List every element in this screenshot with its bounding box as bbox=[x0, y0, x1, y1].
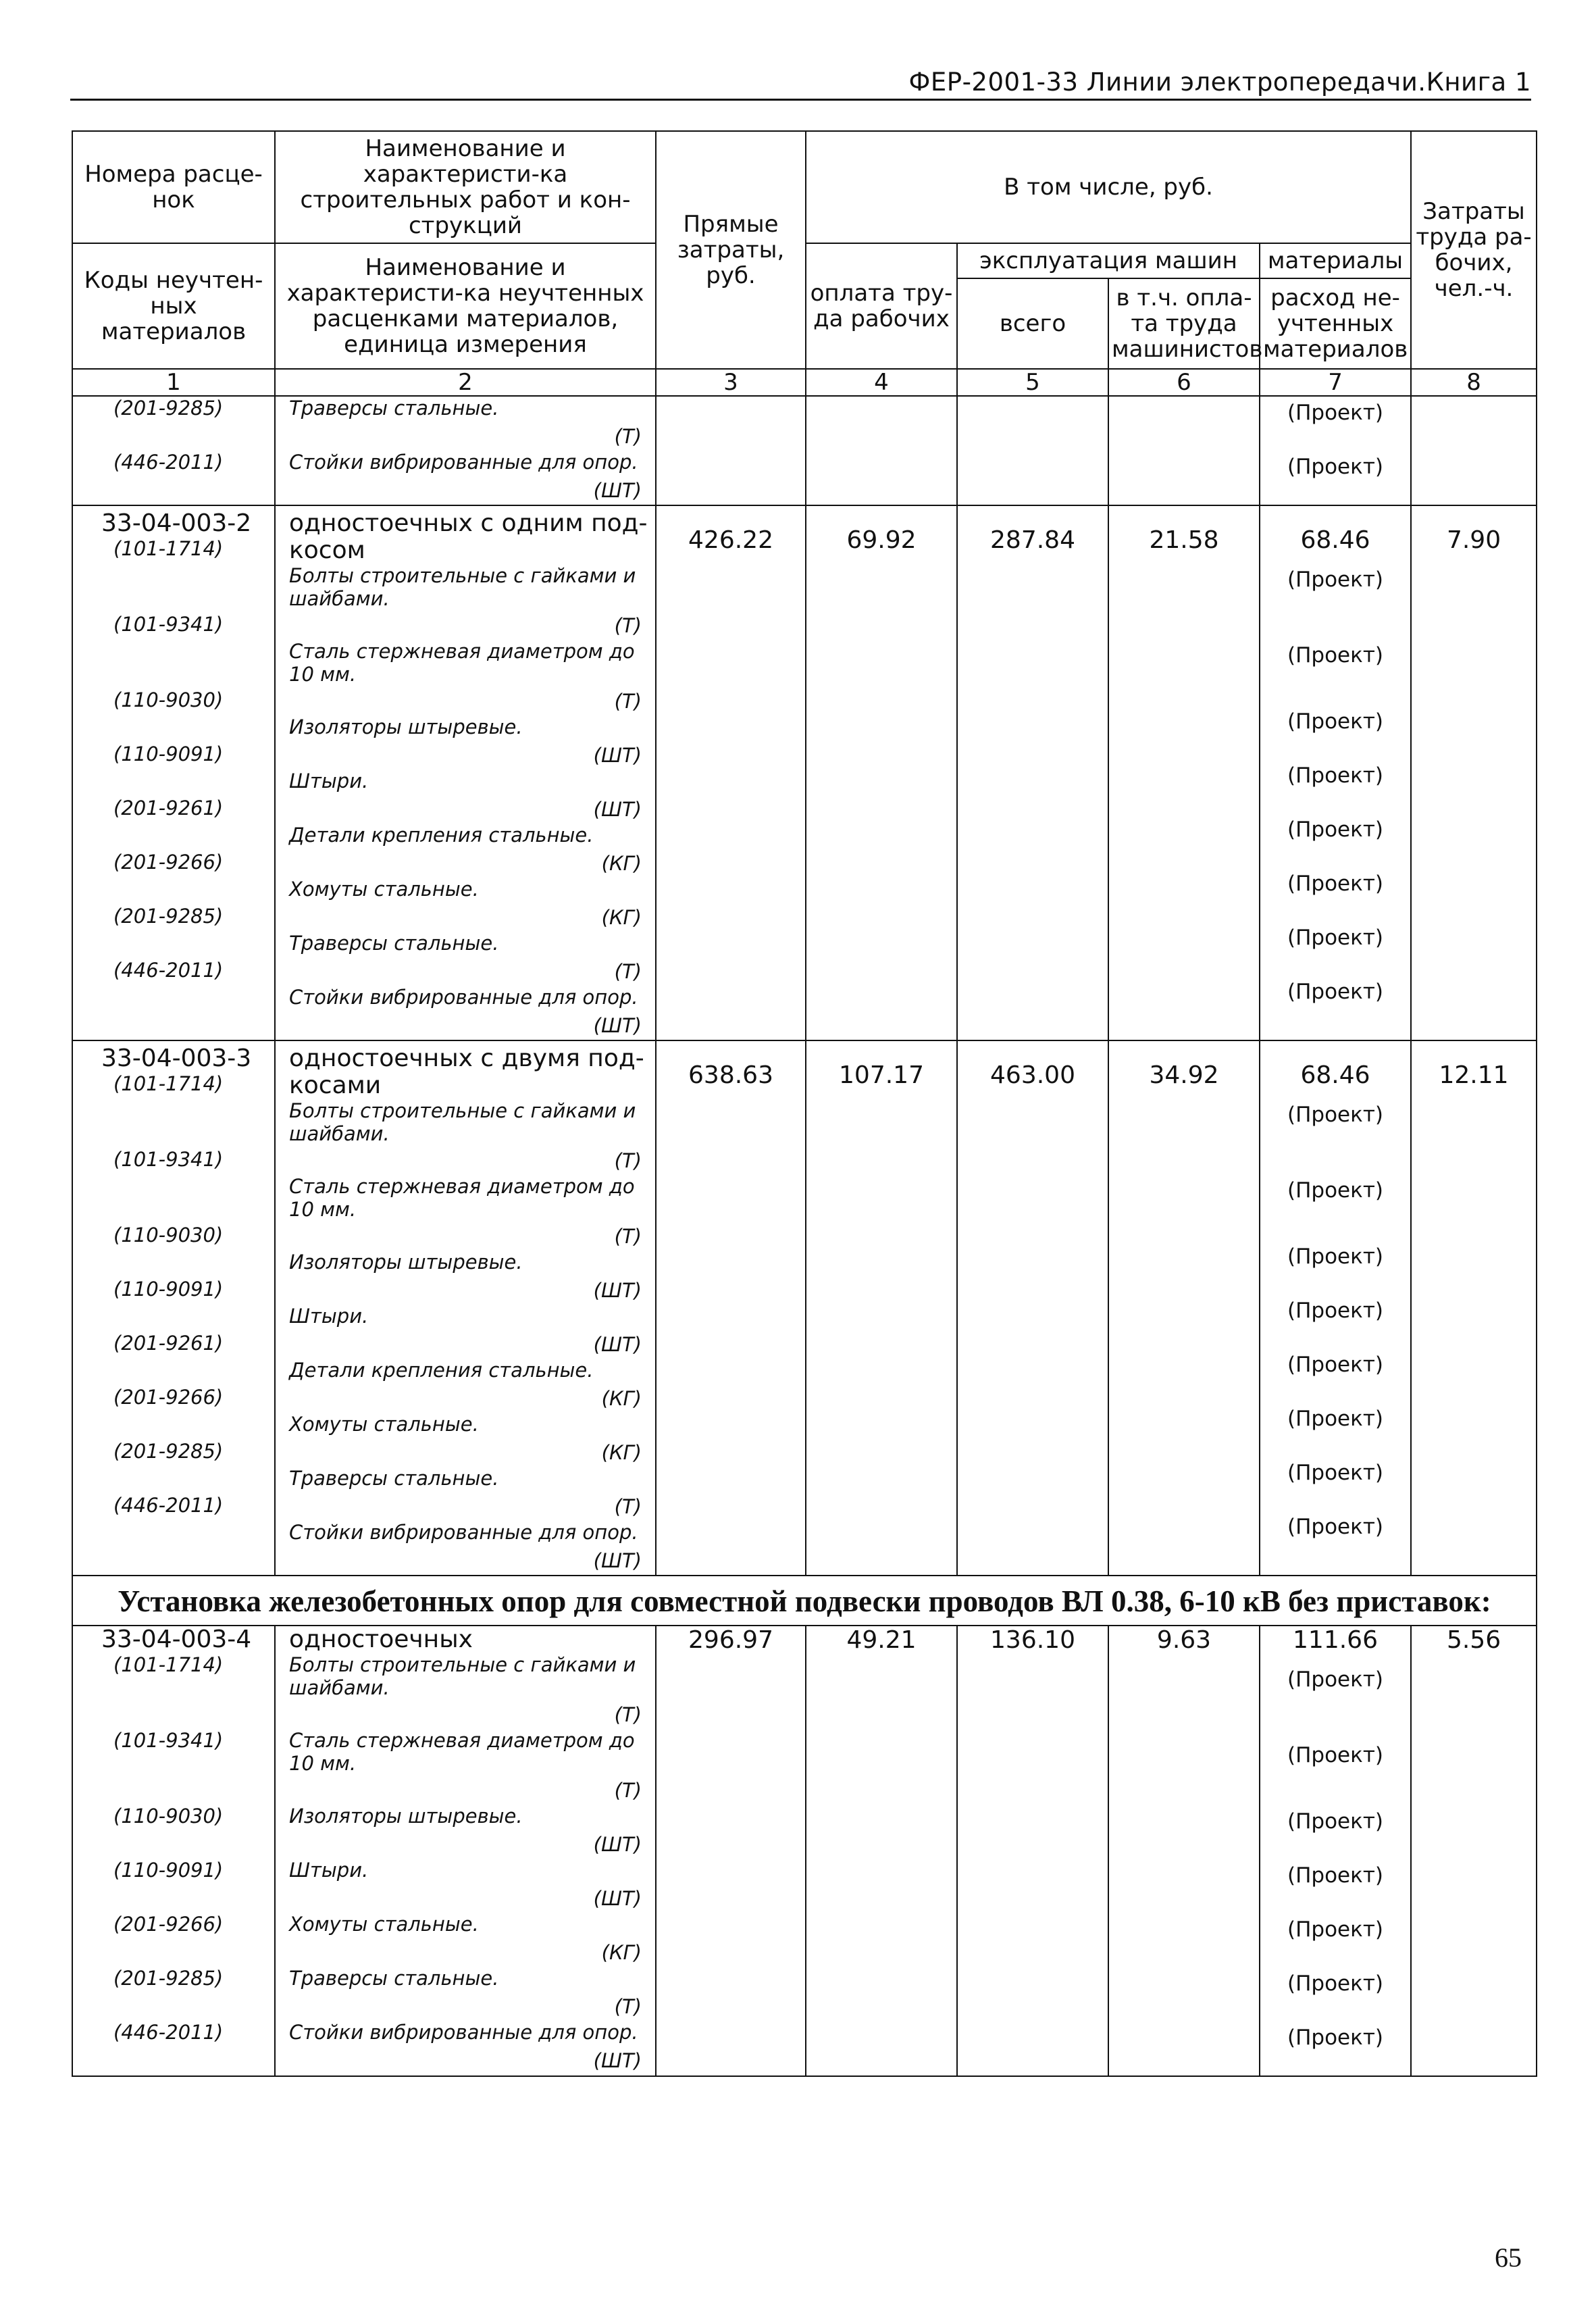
header-labor-hours: Затраты труда ра-бочих, чел.-ч. bbox=[1411, 131, 1537, 369]
material-code bbox=[73, 1494, 274, 1548]
material-quantity-text: (Проект) bbox=[1287, 926, 1383, 950]
header-direct-costs: Прямые затраты, руб. bbox=[656, 131, 806, 369]
column-number: 8 bbox=[1411, 369, 1537, 396]
material-name bbox=[276, 986, 655, 1040]
material-code-text: (201-9266) bbox=[113, 1386, 224, 1409]
header-machines-total: всего bbox=[957, 278, 1108, 369]
material-code bbox=[73, 1913, 274, 1967]
material-name bbox=[276, 1729, 655, 1805]
machinists-pay-value: 9.63 bbox=[1156, 1626, 1212, 1654]
material-quantity-text: (Проект) bbox=[1287, 643, 1383, 668]
material-code-text: (201-9266) bbox=[113, 851, 224, 874]
material-quantity bbox=[1260, 759, 1410, 813]
material-unit: (ШТ) bbox=[593, 1333, 642, 1356]
material-unit: (Т) bbox=[614, 1495, 642, 1518]
material-code-text: (101-9341) bbox=[113, 1148, 224, 1171]
material-name bbox=[276, 1521, 655, 1575]
material-code-text: (110-9030) bbox=[113, 688, 224, 711]
material-code-text: (110-9030) bbox=[113, 1805, 224, 1828]
material-name bbox=[276, 1859, 655, 1913]
material-quantity-text: (Проект) bbox=[1287, 1971, 1383, 1996]
material-name bbox=[276, 824, 655, 878]
material-quantity bbox=[1260, 976, 1410, 1030]
rate-block bbox=[72, 1040, 1537, 1576]
material-unit: (Т) bbox=[614, 614, 642, 637]
material-name-text: Сталь стержневая диаметром до 10 мм. bbox=[289, 640, 635, 686]
material-code bbox=[73, 397, 274, 451]
labor-hours-value: 5.56 bbox=[1446, 1626, 1501, 1654]
materials-value: 68.46 bbox=[1300, 526, 1370, 554]
rate-code: 33-04-003-2 bbox=[101, 509, 252, 537]
material-quantity-text: (Проект) bbox=[1287, 763, 1383, 788]
material-code bbox=[73, 959, 274, 1013]
material-quantity-text: (Проект) bbox=[1287, 818, 1383, 842]
material-quantity bbox=[1260, 922, 1410, 976]
material-quantity bbox=[1260, 1349, 1410, 1403]
section-title: Установка железобетонных опор для совместной подвески проводов ВЛ 0.38, 6-10 кВ без приставок: bbox=[72, 1576, 1537, 1626]
material-quantity-text: (Проект) bbox=[1287, 2026, 1383, 2050]
material-quantity-text: (Проект) bbox=[1287, 872, 1383, 896]
material-name-text: Болты строительные с гайками и шайбами. bbox=[289, 1653, 636, 1699]
material-code bbox=[73, 1440, 274, 1494]
material-name bbox=[276, 397, 655, 451]
header-divider bbox=[70, 99, 1531, 101]
material-name bbox=[276, 1305, 655, 1359]
column-number: 1 bbox=[72, 369, 275, 396]
machines-total-value: 136.10 bbox=[990, 1626, 1075, 1654]
material-quantity-text: (Проект) bbox=[1287, 1917, 1383, 1942]
header-worker-pay: оплата тру-да рабочих bbox=[806, 243, 957, 369]
machinists-pay-value: 34.92 bbox=[1149, 1061, 1219, 1089]
machines-total-value: 463.00 bbox=[990, 1061, 1075, 1089]
material-name bbox=[276, 1251, 655, 1305]
material-name-text: Стойки вибрированные для опор. bbox=[289, 986, 638, 1009]
material-name-text: Изоляторы штыревые. bbox=[289, 1805, 523, 1828]
material-name-text: Болты строительные с гайками и шайбами. bbox=[289, 564, 636, 610]
material-quantity-text: (Проект) bbox=[1287, 455, 1383, 479]
material-name bbox=[276, 1653, 655, 1729]
material-quantity bbox=[1260, 2021, 1410, 2076]
material-unit: (ШТ) bbox=[593, 2049, 642, 2072]
material-code bbox=[73, 1386, 274, 1440]
material-unit: (ШТ) bbox=[593, 744, 642, 767]
material-name bbox=[276, 640, 655, 715]
material-quantity-text: (Проект) bbox=[1287, 980, 1383, 1004]
rate-block bbox=[72, 1626, 1537, 2076]
material-code-text: (201-9285) bbox=[113, 905, 224, 928]
material-unit: (ШТ) bbox=[593, 1014, 642, 1037]
material-name-text: Траверсы стальные. bbox=[289, 932, 499, 955]
material-name-text: Детали крепления стальные. bbox=[289, 1359, 594, 1382]
direct-costs-value: 426.22 bbox=[688, 526, 773, 554]
material-quantity-text: (Проект) bbox=[1287, 1244, 1383, 1269]
material-name bbox=[276, 564, 655, 640]
material-quantity-text: (Проект) bbox=[1287, 1863, 1383, 1888]
column-number: 4 bbox=[806, 369, 957, 396]
column-number: 5 bbox=[957, 369, 1108, 396]
material-quantity-text: (Проект) bbox=[1287, 1461, 1383, 1485]
material-code-text: (201-9266) bbox=[113, 1913, 224, 1936]
column-numbers-row bbox=[72, 369, 1537, 396]
material-code-text: (110-9091) bbox=[113, 1278, 224, 1301]
material-quantity-text: (Проект) bbox=[1287, 709, 1383, 734]
material-quantity bbox=[1260, 451, 1410, 505]
material-code-text: (101-9341) bbox=[113, 1729, 224, 1752]
material-code-text: (201-9261) bbox=[113, 1332, 224, 1355]
worker-pay-value: 107.17 bbox=[839, 1061, 924, 1089]
material-unit: (КГ) bbox=[601, 1387, 642, 1410]
rates-table bbox=[72, 130, 1537, 2077]
material-quantity bbox=[1260, 1403, 1410, 1457]
material-quantity-text: (Проект) bbox=[1287, 1178, 1383, 1203]
material-unit: (КГ) bbox=[601, 906, 642, 929]
rate-name: одностоечных с одним под-косом bbox=[289, 509, 648, 564]
column-number: 2 bbox=[275, 369, 656, 396]
material-unit: (ШТ) bbox=[593, 1887, 642, 1910]
material-quantity-text: (Проект) bbox=[1287, 1743, 1383, 1767]
material-name bbox=[276, 1175, 655, 1251]
header-including: В том числе, руб. bbox=[806, 131, 1411, 243]
material-unit: (Т) bbox=[614, 1149, 642, 1172]
material-name-text: Изоляторы штыревые. bbox=[289, 1251, 523, 1274]
material-name bbox=[276, 1913, 655, 1967]
material-code-text: (101-1714) bbox=[113, 1072, 224, 1095]
material-name-text: Траверсы стальные. bbox=[289, 397, 499, 420]
material-name-text: Стойки вибрированные для опор. bbox=[289, 1521, 638, 1544]
material-code bbox=[73, 1805, 274, 1859]
material-name-text: Сталь стержневая диаметром до 10 мм. bbox=[289, 1729, 635, 1775]
material-quantity-text: (Проект) bbox=[1287, 1353, 1383, 1377]
material-quantity bbox=[1260, 813, 1410, 867]
material-unit: (ШТ) bbox=[593, 1833, 642, 1856]
material-code bbox=[73, 1729, 274, 1805]
material-unit: (Т) bbox=[614, 690, 642, 713]
material-quantity bbox=[1260, 867, 1410, 922]
material-code bbox=[73, 688, 274, 743]
material-code-text: (101-9341) bbox=[113, 613, 224, 636]
material-code bbox=[73, 451, 274, 505]
page-number: 65 bbox=[1495, 2242, 1522, 2273]
material-quantity-text: (Проект) bbox=[1287, 1299, 1383, 1323]
material-name-text: Сталь стержневая диаметром до 10 мм. bbox=[289, 1175, 635, 1221]
column-number: 6 bbox=[1108, 369, 1260, 396]
material-name bbox=[276, 1967, 655, 2021]
material-quantity bbox=[1260, 1730, 1410, 1805]
rate-code: 33-04-003-3 bbox=[101, 1045, 252, 1072]
material-code-text: (101-1714) bbox=[113, 537, 224, 560]
material-name-text: Стойки вибрированные для опор. bbox=[289, 2021, 638, 2044]
material-code bbox=[73, 743, 274, 797]
material-quantity-text: (Проект) bbox=[1287, 1515, 1383, 1539]
material-name-text: Хомуты стальные. bbox=[289, 1913, 479, 1936]
machines-total-value: 287.84 bbox=[990, 526, 1075, 554]
material-code-text: (101-1714) bbox=[113, 1653, 224, 1676]
labor-hours-value: 7.90 bbox=[1446, 526, 1501, 554]
material-code bbox=[73, 1332, 274, 1386]
material-code bbox=[73, 2021, 274, 2075]
materials-value: 111.66 bbox=[1293, 1626, 1378, 1654]
material-name bbox=[276, 932, 655, 986]
material-name-text: Штыри. bbox=[289, 770, 369, 793]
material-unit: (Т) bbox=[614, 1225, 642, 1248]
material-name-text: Траверсы стальные. bbox=[289, 1467, 499, 1490]
material-quantity-text: (Проект) bbox=[1287, 1103, 1383, 1127]
material-name bbox=[276, 1099, 655, 1175]
header-material-codes: Коды неучтен-ных материалов bbox=[72, 243, 275, 369]
column-number: 3 bbox=[656, 369, 806, 396]
material-name bbox=[276, 2021, 655, 2075]
material-unit: (Т) bbox=[614, 1703, 642, 1726]
material-quantity bbox=[1260, 1240, 1410, 1294]
material-code-text: (201-9261) bbox=[113, 797, 224, 820]
material-code-text: (110-9091) bbox=[113, 1859, 224, 1882]
material-name bbox=[276, 770, 655, 824]
worker-pay-value: 69.92 bbox=[846, 526, 917, 554]
material-name-text: Штыри. bbox=[289, 1859, 369, 1882]
material-quantity-text: (Проект) bbox=[1287, 1667, 1383, 1692]
labor-hours-value: 12.11 bbox=[1439, 1061, 1509, 1089]
material-code bbox=[73, 851, 274, 905]
material-code bbox=[73, 905, 274, 959]
material-name bbox=[276, 451, 655, 505]
rate-block bbox=[72, 505, 1537, 1040]
material-name-text: Болты строительные с гайками и шайбами. bbox=[289, 1099, 636, 1145]
material-quantity bbox=[1260, 1165, 1410, 1240]
material-code bbox=[73, 1072, 274, 1148]
material-quantity bbox=[1260, 1859, 1410, 1913]
header-machines: эксплуатация машин bbox=[957, 243, 1260, 278]
document-title: ФЕР-2001-33 Линии электропередачи.Книга 1 bbox=[908, 68, 1531, 97]
worker-pay-value: 49.21 bbox=[846, 1626, 917, 1654]
material-quantity bbox=[1260, 1805, 1410, 1859]
material-code-text: (446-2011) bbox=[113, 1494, 224, 1517]
machinists-pay-value: 21.58 bbox=[1149, 526, 1219, 554]
material-code-text: (201-9285) bbox=[113, 397, 224, 420]
material-code bbox=[73, 1859, 274, 1913]
material-code bbox=[73, 1148, 274, 1224]
material-name-text: Изоляторы штыревые. bbox=[289, 715, 523, 738]
direct-costs-value: 638.63 bbox=[688, 1061, 773, 1089]
material-quantity bbox=[1260, 1913, 1410, 1967]
header-work-name: Наименование и характеристи-ка строительных работ и кон-струкций bbox=[275, 131, 656, 243]
material-code bbox=[73, 1278, 274, 1332]
material-name bbox=[276, 1413, 655, 1467]
material-quantity bbox=[1260, 1511, 1410, 1565]
material-quantity-text: (Проект) bbox=[1287, 401, 1383, 425]
material-name bbox=[276, 1359, 655, 1413]
material-code bbox=[73, 797, 274, 851]
carryover-block bbox=[72, 396, 1537, 505]
material-quantity-text: (Проект) bbox=[1287, 568, 1383, 592]
material-quantity-text: (Проект) bbox=[1287, 1407, 1383, 1431]
material-unit: (Т) bbox=[614, 1779, 642, 1802]
material-code-text: (110-9030) bbox=[113, 1224, 224, 1247]
material-code bbox=[73, 1967, 274, 2021]
material-quantity bbox=[1260, 554, 1410, 630]
material-name bbox=[276, 715, 655, 770]
material-unit: (ШТ) bbox=[593, 479, 642, 502]
material-unit: (КГ) bbox=[601, 852, 642, 875]
material-unit: (ШТ) bbox=[593, 1279, 642, 1302]
material-quantity-text: (Проект) bbox=[1287, 1809, 1383, 1834]
material-name-text: Хомуты стальные. bbox=[289, 878, 479, 901]
material-unit: (КГ) bbox=[601, 1441, 642, 1464]
material-quantity bbox=[1260, 1294, 1410, 1349]
material-quantity bbox=[1260, 1654, 1410, 1730]
rate-code: 33-04-003-4 bbox=[101, 1626, 252, 1653]
material-code bbox=[73, 537, 274, 613]
material-code-text: (201-9285) bbox=[113, 1967, 224, 1990]
material-code bbox=[73, 613, 274, 688]
material-unit: (КГ) bbox=[601, 1941, 642, 1964]
section-row bbox=[72, 1576, 1537, 1626]
material-name-text: Траверсы стальные. bbox=[289, 1967, 499, 1990]
material-quantity bbox=[1260, 1457, 1410, 1511]
material-name-text: Штыри. bbox=[289, 1305, 369, 1328]
header-material-names: Наименование и характеристи-ка неучтенных расценками материалов, единица измерения bbox=[275, 243, 656, 369]
direct-costs-value: 296.97 bbox=[688, 1626, 773, 1654]
material-code-text: (110-9091) bbox=[113, 743, 224, 765]
material-code bbox=[73, 1224, 274, 1278]
material-quantity bbox=[1260, 1967, 1410, 2021]
column-number: 7 bbox=[1260, 369, 1411, 396]
rate-name: одностоечных bbox=[289, 1626, 473, 1653]
header-machinists-pay: в т.ч. опла-та труда машинистов bbox=[1108, 278, 1260, 369]
header-unaccounted-materials: расход не-учтенных материалов bbox=[1260, 278, 1411, 369]
material-name-text: Детали крепления стальные. bbox=[289, 824, 594, 847]
rate-name: одностоечных с двумя под-косами bbox=[289, 1045, 644, 1099]
material-quantity bbox=[1260, 397, 1410, 451]
material-quantity bbox=[1260, 1089, 1410, 1165]
material-code-text: (446-2011) bbox=[113, 2021, 224, 2044]
material-code-text: (201-9285) bbox=[113, 1440, 224, 1463]
material-quantity bbox=[1260, 630, 1410, 705]
material-quantity bbox=[1260, 705, 1410, 759]
material-unit: (Т) bbox=[614, 425, 642, 448]
materials-value: 68.46 bbox=[1300, 1061, 1370, 1089]
material-name-text: Стойки вибрированные для опор. bbox=[289, 451, 638, 474]
material-name bbox=[276, 1467, 655, 1521]
material-code bbox=[73, 1653, 274, 1729]
material-unit: (Т) bbox=[614, 1995, 642, 2018]
material-code-text: (446-2011) bbox=[113, 451, 224, 474]
material-name bbox=[276, 878, 655, 932]
material-unit: (ШТ) bbox=[593, 798, 642, 821]
material-code-text: (446-2011) bbox=[113, 959, 224, 982]
material-unit: (ШТ) bbox=[593, 1549, 642, 1572]
material-name-text: Хомуты стальные. bbox=[289, 1413, 479, 1436]
header-materials: материалы bbox=[1260, 243, 1411, 278]
material-name bbox=[276, 1805, 655, 1859]
header-rate-numbers: Номера расце-нок bbox=[72, 131, 275, 243]
material-unit: (Т) bbox=[614, 960, 642, 983]
